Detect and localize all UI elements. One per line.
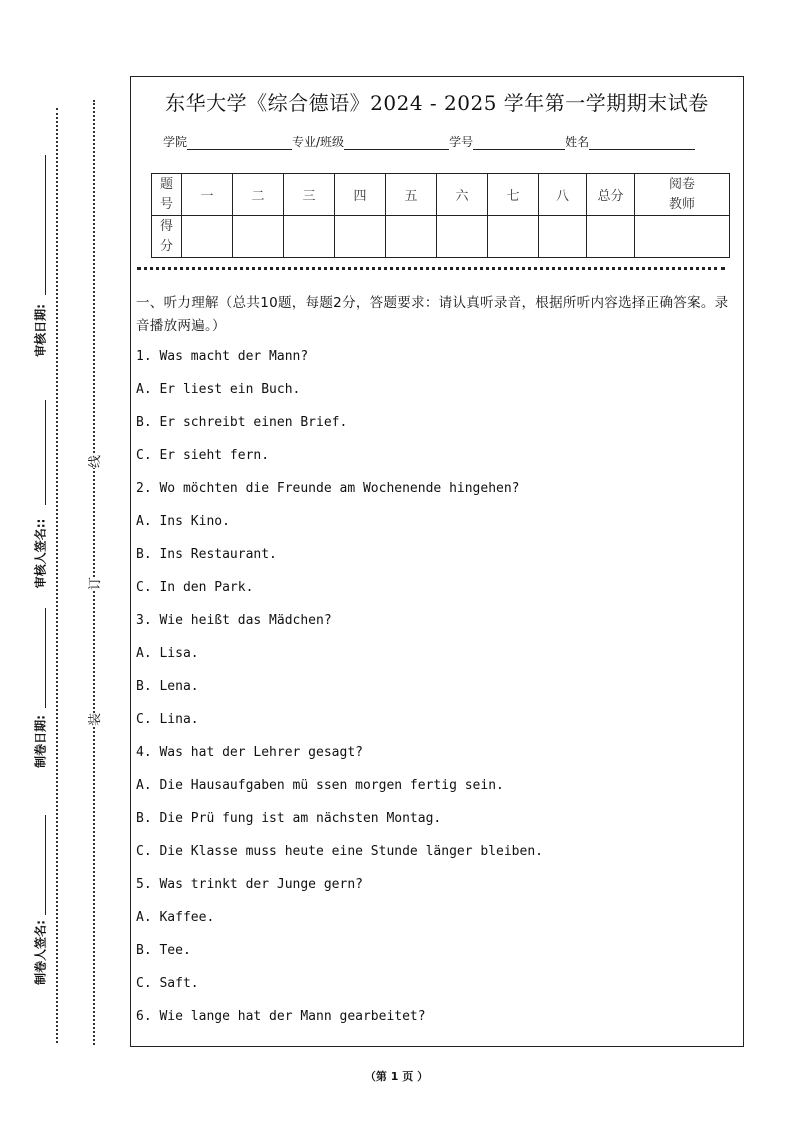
review-signature-label: 审核人签名:: <box>33 518 48 589</box>
score-cell[interactable] <box>335 216 386 258</box>
bind-mark-binding: 装 <box>82 713 105 726</box>
score-cell[interactable] <box>386 216 437 258</box>
col-4: 四 <box>335 174 386 216</box>
student-id-label: 学号 <box>449 135 474 149</box>
option-line: C. In den Park. <box>136 580 254 595</box>
col-reviewer: 阅卷 教师 <box>635 174 730 216</box>
student-info-row <box>163 133 695 150</box>
review-date-label: 审核日期: <box>33 304 48 357</box>
score-cell[interactable] <box>437 216 488 258</box>
make-signature-blank <box>45 815 46 915</box>
major-field[interactable] <box>344 137 449 150</box>
col-5: 五 <box>386 174 437 216</box>
option-line: B. Lena. <box>136 679 199 694</box>
bind-mark-staple: 订 <box>82 577 105 590</box>
question-number-head: 题 号 <box>152 174 182 216</box>
question-line: 2. Wo möchten die Freunde am Wochenende hingehen? <box>136 481 520 496</box>
option-line: A. Er liest ein Buch. <box>136 382 301 397</box>
col-2: 二 <box>233 174 284 216</box>
page-number: （第 1 页 ） <box>364 1070 429 1083</box>
question-list <box>136 347 736 1040</box>
score-cell[interactable] <box>284 216 335 258</box>
col-1: 一 <box>182 174 233 216</box>
inner-dotted-line <box>93 100 95 1045</box>
bind-mark-line: 线 <box>82 455 105 468</box>
question-line: 4. Was hat der Lehrer gesagt? <box>136 745 363 760</box>
listening-section <box>136 292 736 1040</box>
question-line: 3. Wie heißt das Mädchen? <box>136 613 332 628</box>
option-line: C. Er sieht fern. <box>136 448 270 463</box>
name-field[interactable] <box>589 137 695 150</box>
option-line: B. Er schreibt einen Brief. <box>136 415 348 430</box>
outer-dotted-line <box>56 108 58 1043</box>
col-6: 六 <box>437 174 488 216</box>
score-head: 得 分 <box>152 216 182 258</box>
score-cell[interactable] <box>488 216 539 258</box>
review-signature-blank <box>45 400 46 505</box>
exam-frame <box>130 76 744 1047</box>
student-id-field[interactable] <box>473 137 565 150</box>
score-table-score-row <box>152 216 730 258</box>
score-cell-reviewer[interactable] <box>635 216 730 258</box>
option-line: A. Kaffee. <box>136 910 215 925</box>
col-3: 三 <box>284 174 335 216</box>
option-line: B. Die Prü fung ist am nächsten Montag. <box>136 811 442 826</box>
make-date-blank <box>45 608 46 708</box>
section-heading: 一、听力理解（总共10题，每题2分，答题要求：请认真听录音，根据所听内容选择正确答案。录音播放两遍。） <box>136 295 729 334</box>
exam-title: 东华大学《综合德语》2024 - 2025 学年第一学期期末试卷 <box>165 91 709 115</box>
name-label: 姓名 <box>565 135 590 149</box>
make-signature-label: 制卷人签名: <box>33 920 48 985</box>
option-line: B. Tee. <box>136 943 191 958</box>
question-line: 5. Was trinkt der Junge gern? <box>136 877 363 892</box>
dotted-separator <box>137 267 725 270</box>
score-cell[interactable] <box>233 216 284 258</box>
option-line: C. Lina. <box>136 712 199 727</box>
col-7: 七 <box>488 174 539 216</box>
option-line: A. Ins Kino. <box>136 514 230 529</box>
question-line: 6. Wie lange hat der Mann gearbeitet? <box>136 1009 426 1024</box>
score-table-header-row <box>152 174 730 216</box>
col-total: 总分 <box>587 174 635 216</box>
college-field[interactable] <box>187 137 292 150</box>
major-label: 专业/班级 <box>292 135 345 149</box>
option-line: A. Die Hausaufgaben mü ssen morgen fertig sein. <box>136 778 504 793</box>
score-cell[interactable] <box>182 216 233 258</box>
col-8: 八 <box>539 174 587 216</box>
option-line: C. Saft. <box>136 976 199 991</box>
score-table <box>151 173 730 258</box>
review-date-blank <box>45 155 46 295</box>
option-line: A. Lisa. <box>136 646 199 661</box>
score-cell-total[interactable] <box>587 216 635 258</box>
make-date-label: 制卷日期: <box>33 715 48 768</box>
college-label: 学院 <box>163 135 188 149</box>
option-line: C. Die Klasse muss heute eine Stunde länger bleiben. <box>136 844 543 859</box>
score-cell[interactable] <box>539 216 587 258</box>
option-line: B. Ins Restaurant. <box>136 547 277 562</box>
question-line: 1. Was macht der Mann? <box>136 349 309 364</box>
